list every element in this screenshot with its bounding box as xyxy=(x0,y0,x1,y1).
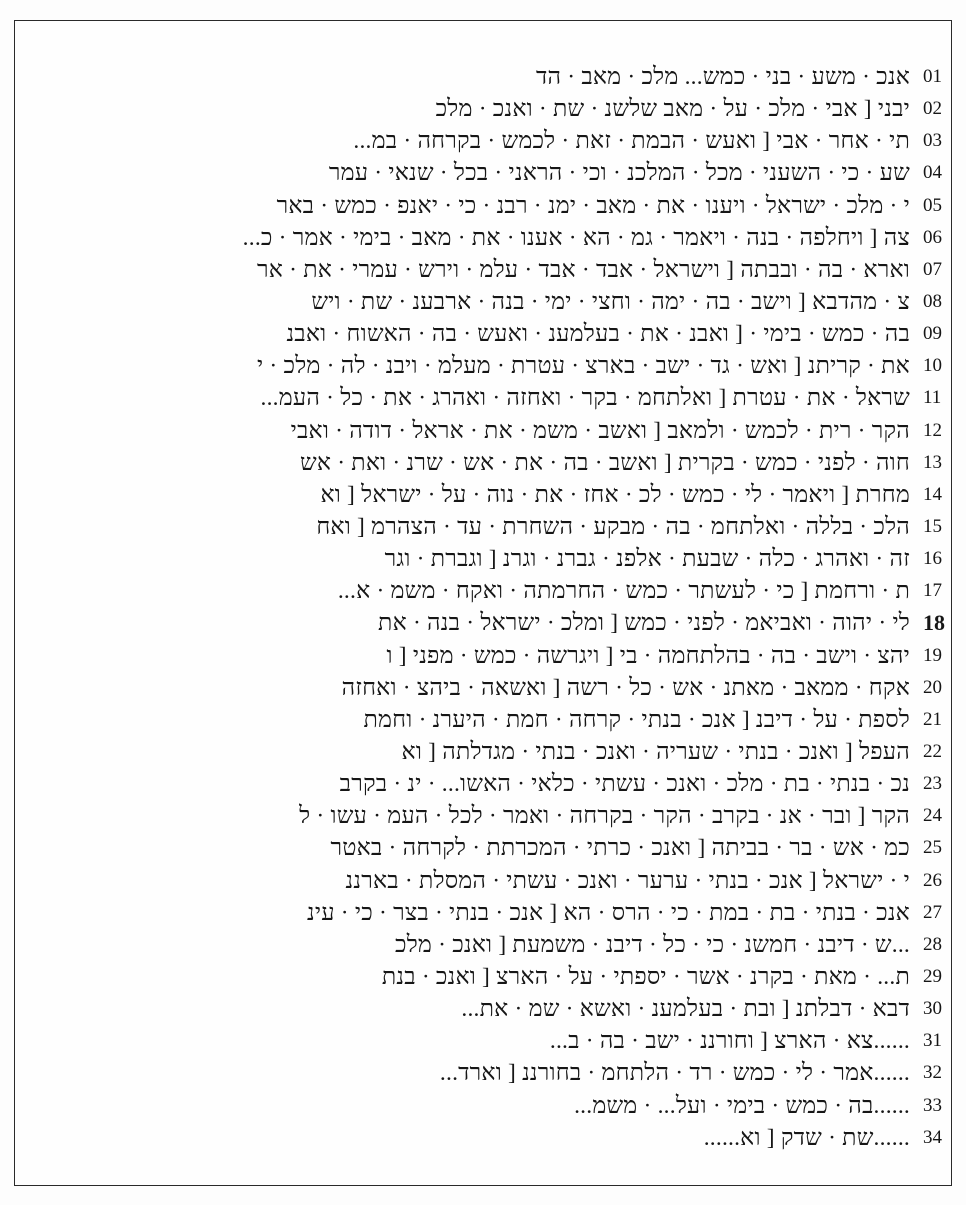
line-number: 03 xyxy=(923,130,942,152)
inscription-line xyxy=(15,800,953,832)
line-text: ......צא · הארצ [ וחורננ · ישב · בה · ב... xyxy=(549,1028,910,1055)
line-text: אקח · ממאב · מאתנ · אש · כל · רשה [ ואשאה · ביהצ · ואחזה xyxy=(341,674,910,701)
line-text: ת... · מאת · בקרנ · אשר · יספתי · על · הארצ [ ואנכ · בנת xyxy=(381,963,910,990)
line-number: 30 xyxy=(923,998,942,1020)
inscription-line xyxy=(15,479,953,511)
line-text: הקר [ ובר · אנ · בקרב · הקר · בקרחה · ואמר · לכל · העמ · עשו · ל xyxy=(299,803,910,830)
line-number: 02 xyxy=(923,98,942,120)
line-number: 17 xyxy=(923,580,942,602)
line-number: 06 xyxy=(923,226,942,248)
line-text: כמ · אש · בר · בביתה [ ואנכ · כרתי · המכרתת · לקרחה · באטר xyxy=(330,835,910,862)
line-number: 25 xyxy=(923,837,942,859)
inscription-line xyxy=(15,511,953,543)
line-text: ......בה · כמש · בימי · ועל... · משמ... xyxy=(574,1092,910,1119)
line-number: 21 xyxy=(923,708,942,730)
line-text: הלכ · בללה · ואלתחמ · בה · מבקע · השחרת · עד · הצהרמ [ ואח xyxy=(316,513,910,540)
inscription-line xyxy=(15,286,953,318)
line-text: העפל [ ואנכ · בנתי · שעריה · ואנכ · בנתי · מגדלתה [ וא xyxy=(401,738,910,765)
inscription-line xyxy=(15,640,953,672)
line-text: תי · אחר · אבי [ ואעש · הבמת · זאת · לכמש · בקרחה · במ... xyxy=(353,128,910,155)
line-number: 01 xyxy=(923,66,942,87)
line-number: 27 xyxy=(923,901,942,923)
inscription-line xyxy=(15,93,953,125)
line-text: ......שת · שדק [ וא...... xyxy=(703,1124,910,1151)
inscription-line xyxy=(15,125,953,157)
line-text: מחרת [ ויאמר · לי · כמש · לכ · אחז · את · נוה · על · ישראל [ וא xyxy=(320,481,910,508)
line-number: 12 xyxy=(923,419,942,441)
inscription-line xyxy=(15,350,953,382)
line-number: 32 xyxy=(923,1062,942,1084)
inscription-lines xyxy=(15,61,953,1154)
line-text: י · ישראל [ אנכ · בנתי · ערער · ואנכ · עשתי · המסלת · בארננ xyxy=(345,867,910,894)
line-text: אנכ · בנתי · בת · במת · כי · הרס · הא [ אנכ · בנתי · בצר · כי · עינ xyxy=(307,899,910,926)
line-text: דבא · דבלתנ [ ובת · בעלמענ · ואשא · שמ · את... xyxy=(461,996,910,1023)
inscription-line xyxy=(15,382,953,414)
line-number: 33 xyxy=(923,1094,942,1116)
line-number: 22 xyxy=(923,740,942,762)
line-text: חוה · לפני · כמש · בקרית [ ואשב · בה · את · אש · שרנ · ואת · אש xyxy=(299,449,910,476)
inscription-line xyxy=(15,447,953,479)
line-number: 31 xyxy=(923,1030,942,1052)
line-text: את · קריתנ [ ואש · גד · ישב · בארצ · עטרת · מעלמ · ויבנ · לה · מלכ · י xyxy=(257,353,910,380)
inscription-line xyxy=(15,415,953,447)
line-number: 34 xyxy=(923,1126,942,1148)
line-number: 29 xyxy=(923,965,942,987)
inscription-line xyxy=(15,607,953,639)
line-number: 15 xyxy=(923,515,942,537)
line-number: 24 xyxy=(923,805,942,827)
inscription-line xyxy=(15,1025,953,1057)
inscription-line xyxy=(15,61,953,93)
line-text: לספת · על · דיבנ [ אנכ · בנתי · קרחה · חמת · היערנ · וחמת xyxy=(363,706,910,733)
inscription-line xyxy=(15,222,953,254)
line-text: נכ · בנתי · בת · מלכ · ואנכ · עשתי · כלאי · האשו... · ינ · בקרב xyxy=(339,771,910,798)
inscription-line xyxy=(15,865,953,897)
inscription-line xyxy=(15,575,953,607)
line-text: צה [ ויחלפה · בנה · ויאמר · גמ · הא · אענו · את · מאב · בימי · אמר · כ... xyxy=(242,224,910,251)
line-text: י · מלכ · ישראל · ויענו · את · מאב · ימנ · רבנ · כי · יאנפ · כמש · באר xyxy=(276,192,910,219)
inscription-line xyxy=(15,190,953,222)
line-number: 08 xyxy=(923,290,942,312)
inscription-line xyxy=(15,672,953,704)
line-number: 26 xyxy=(923,869,942,891)
line-number: 16 xyxy=(923,548,942,570)
inscription-line xyxy=(15,961,953,993)
inscription-line xyxy=(15,929,953,961)
inscription-line xyxy=(15,832,953,864)
line-number: 23 xyxy=(923,773,942,795)
inscription-line xyxy=(15,1057,953,1089)
line-number: 05 xyxy=(923,194,942,216)
document-frame xyxy=(14,20,952,1186)
inscription-line xyxy=(15,704,953,736)
inscription-line xyxy=(15,993,953,1025)
line-text: אנכ · משע · בני · כמש... מלכ · מאב · הד xyxy=(535,64,910,90)
line-text: יהצ · וישב · בה · בהלתחמה · בי [ ויגרשה · כמש · מפני [ ו xyxy=(386,642,910,669)
inscription-line xyxy=(15,254,953,286)
line-text: שע · כי · השעני · מכל · המלכנ · וכי · הראני · בכל · שנאי · עמר xyxy=(328,160,910,187)
line-text: ת · ורחמת [ כי · לעשתר · כמש · החרמתה · ואקח · משמ · א... xyxy=(337,578,910,605)
inscription-line xyxy=(15,736,953,768)
line-number: 19 xyxy=(923,644,942,666)
line-number: 10 xyxy=(923,355,942,377)
line-number: 07 xyxy=(923,258,942,280)
line-text: יבני [ אבי · מלכ · על · מאב שלשנ · שת · ואנכ · מלכ xyxy=(435,96,910,123)
inscription-line xyxy=(15,897,953,929)
line-number: 28 xyxy=(923,933,942,955)
line-number: 13 xyxy=(923,451,942,473)
line-number: 18 xyxy=(923,610,945,636)
line-number: 09 xyxy=(923,323,942,345)
line-number: 20 xyxy=(923,676,942,698)
inscription-line xyxy=(15,1122,953,1154)
inscription-line xyxy=(15,543,953,575)
line-text: לי · יהוה · ואביאמ · לפני · כמש [ ומלכ · ישראל · בנה · את xyxy=(378,610,910,637)
line-text: זה · ואהרג · כלה · שבעת · אלפנ · גברנ · וגרנ [ וגברת · וגר xyxy=(384,546,910,573)
line-number: 14 xyxy=(923,483,942,505)
line-text: שראל · את · עטרת [ ואלתחמ · בקר · ואחזה · ואהרג · את · כל · העמ... xyxy=(260,385,910,412)
inscription-line xyxy=(15,157,953,189)
line-text: ...ש · דיבנ · חמשנ · כי · כל · דיבנ · משמעת [ ואנכ · מלכ xyxy=(395,931,910,958)
line-text: ......אמר · לי · כמש · רד · הלתחמ · בחורננ [ וארד... xyxy=(439,1060,910,1087)
line-text: צ · מהדבא [ וישב · בה · ימה · וחצי · ימי · בנה · ארבענ · שת · ויש xyxy=(311,288,910,315)
inscription-line xyxy=(15,768,953,800)
inscription-line xyxy=(15,1090,953,1122)
line-number: 11 xyxy=(923,387,942,409)
line-number: 04 xyxy=(923,162,942,184)
line-text: הקר · רית · לכמש · ולמאב [ ואשב · משמ · את · אראל · דודה · ואבי xyxy=(290,417,910,444)
line-text: וארא · בה · ובבתה [ וישראל · אבד · אבד · עלמ · וירש · עמרי · את · אר xyxy=(257,256,910,283)
line-text: בה · כמש · בימי · [ ואבנ · את · בעלמענ · ואעש · בה · האשוח · ואבנ xyxy=(286,321,910,348)
inscription-line xyxy=(15,318,953,350)
